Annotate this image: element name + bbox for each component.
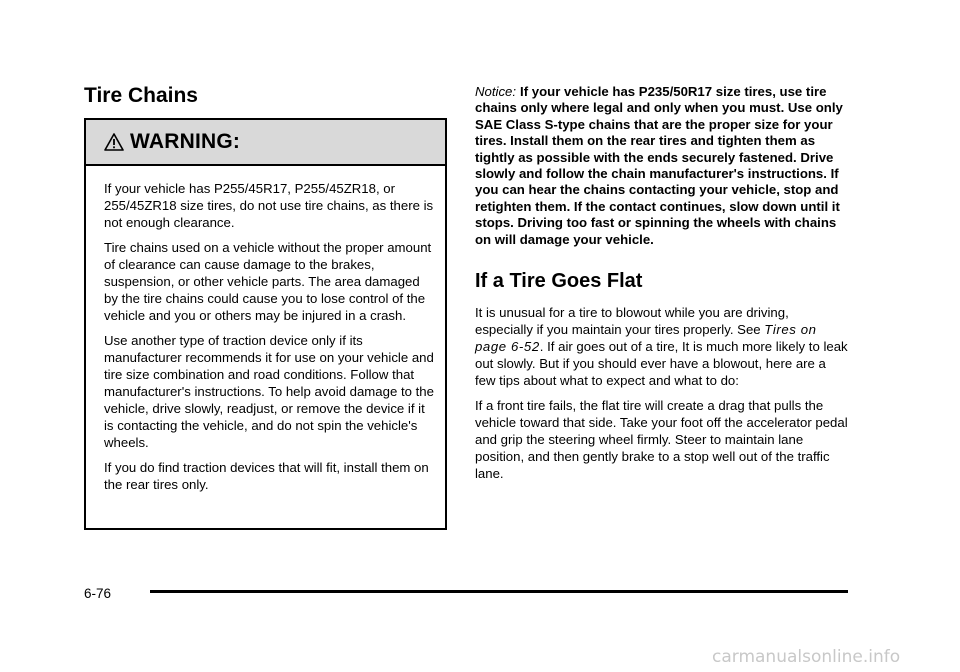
warning-body [86,166,445,493]
body-paragraph: If a front tire fails, the flat tire will create a drag that pulls the vehicle toward that side. Take your foot off the accelerator pedal and grip the steering wheel firmly. Steer to maintain lane position, and then gently brake to a stop well out of the traffic lane. [475,398,848,482]
cross-reference-link[interactable]: Tires on page 6-52 [475,322,817,355]
warning-box [84,118,447,530]
para-text: It is unusual for a tire to blowout while you are driving, especially if you maintain your tires properly. See [475,305,789,338]
page-title: Tire Chains [84,84,198,107]
right-column [475,84,850,490]
para-text: . If air goes out of a tire, It is much more likely to leak out slowly. But if you should ever have a blowout, here are a few tips about what to expect and what to do: [475,339,848,389]
notice-text: If your vehicle has P235/50R17 size tires, use tire chains only where legal and only when you must. Use only SAE Class S-type chains that are the proper size for your tires. Install them on the rear tires and tighten them as tightly as possible with the ends securely fastened. Drive slowly and follow the chain manufacturer's instructions. If you can hear the chains contacting your vehicle, stop and retighten them. If the contact continues, slow down until it stops. Driving too fast or spinning the wheels with chains on will damage your vehicle. [475,84,843,247]
warning-paragraph: Tire chains used on a vehicle without the proper amount of clearance can cause damage to the brakes, suspension, or other vehicle parts. The area damaged by the tire chains could cause you to lose control of the vehicle and you or others may be injured in a crash. [104,240,432,323]
warning-header [86,120,445,166]
warning-triangle-icon [104,132,124,152]
notice-label: Notice: [475,84,517,99]
section-heading: If a Tire Goes Flat [475,270,643,293]
notice-paragraph [475,84,850,248]
watermark: carmanualsonline.info [712,647,901,667]
warning-paragraph: If you do find traction devices that will fit, install them on the rear tires only. [104,460,429,492]
body-paragraph [475,304,850,389]
warning-label: WARNING: [130,130,241,153]
footer-rule [150,590,848,593]
warning-paragraph: Use another type of traction device only if its manufacturer recommends it for use on your vehicle and tire size combination and road conditions. Follow that manufacturer's instructions. To help avoid damage to the vehicle, drive slowly, readjust, or remove the device if it is contacting the vehicle, and do not spin the vehicle's wheels. [104,333,434,450]
page-number: 6-76 [84,586,112,601]
warning-paragraph: If your vehicle has P255/45R17, P255/45ZR18, or 255/45ZR18 size tires, do not use tire chains, as there is not enough clearance. [104,181,434,230]
